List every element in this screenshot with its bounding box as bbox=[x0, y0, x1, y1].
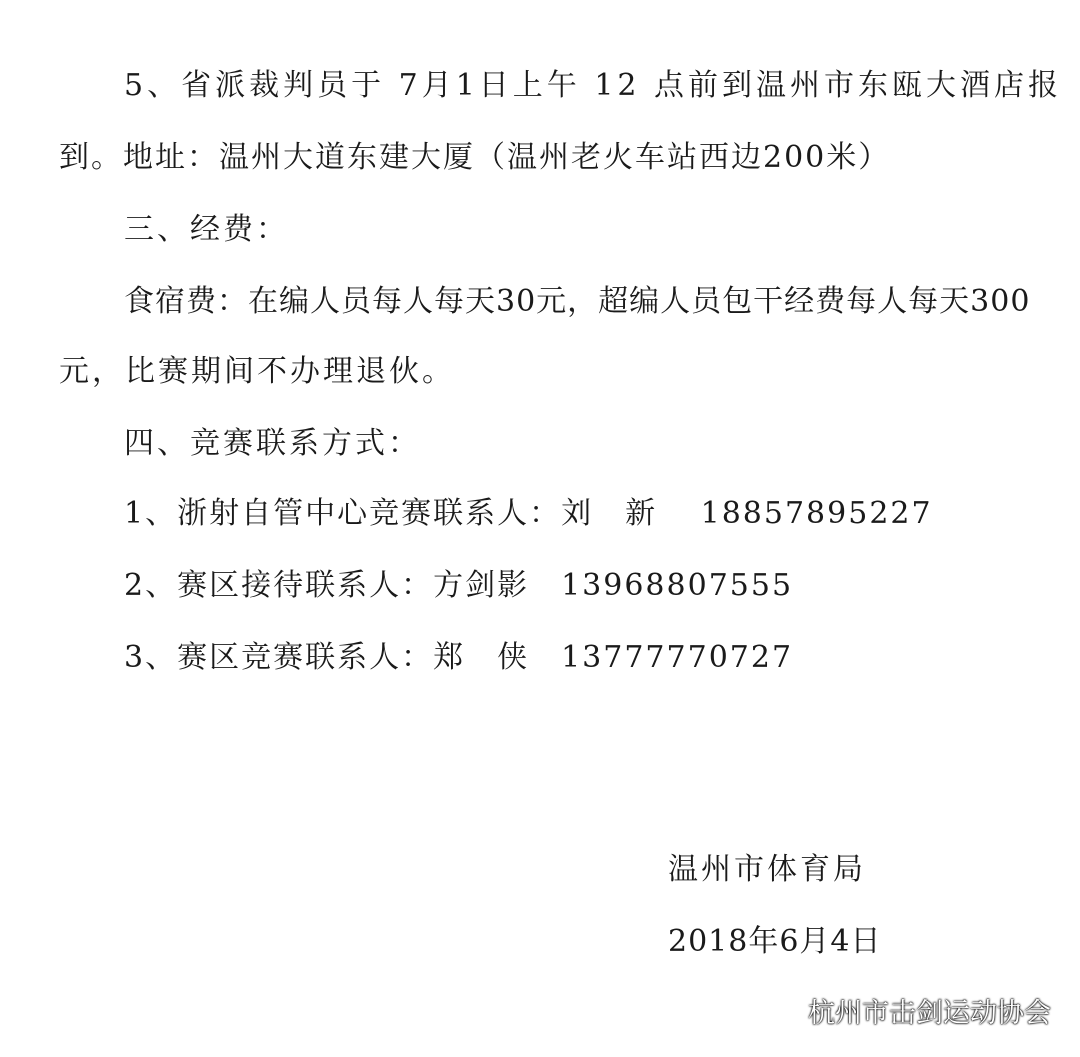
section-heading-contacts: 四、竞赛联系方式： bbox=[124, 426, 421, 461]
signature-organization: 温州市体育局 bbox=[668, 852, 866, 887]
paragraph-line: 元，比赛期间不办理退伙。 bbox=[59, 354, 455, 389]
section-heading-funding: 三、经费： bbox=[124, 212, 289, 247]
paragraph-line: 食宿费：在编人员每人每天30元，超编人员包干经费每人每天300 bbox=[124, 284, 1031, 319]
contact-line: 1、浙射自管中心竞赛联系人：刘 新 18857895227 bbox=[124, 496, 933, 531]
contact-line: 2、赛区接待联系人：方剑影 13968807555 bbox=[124, 568, 794, 603]
watermark bbox=[760, 990, 1051, 1030]
contact-line: 3、赛区竞赛联系人：郑 侠 13777770727 bbox=[124, 640, 794, 675]
watermark-text: 杭州市击剑运动协会 bbox=[808, 997, 1051, 1029]
paragraph-line: 5、省派裁判员于 7月1日上午 12 点前到温州市东瓯大酒店报 bbox=[124, 68, 1063, 103]
signature-date: 2018年6月4日 bbox=[668, 924, 882, 959]
wechat-icon bbox=[760, 994, 800, 1026]
paragraph-line: 到。地址：温州大道东建大厦（温州老火车站西边200米） bbox=[59, 140, 891, 175]
